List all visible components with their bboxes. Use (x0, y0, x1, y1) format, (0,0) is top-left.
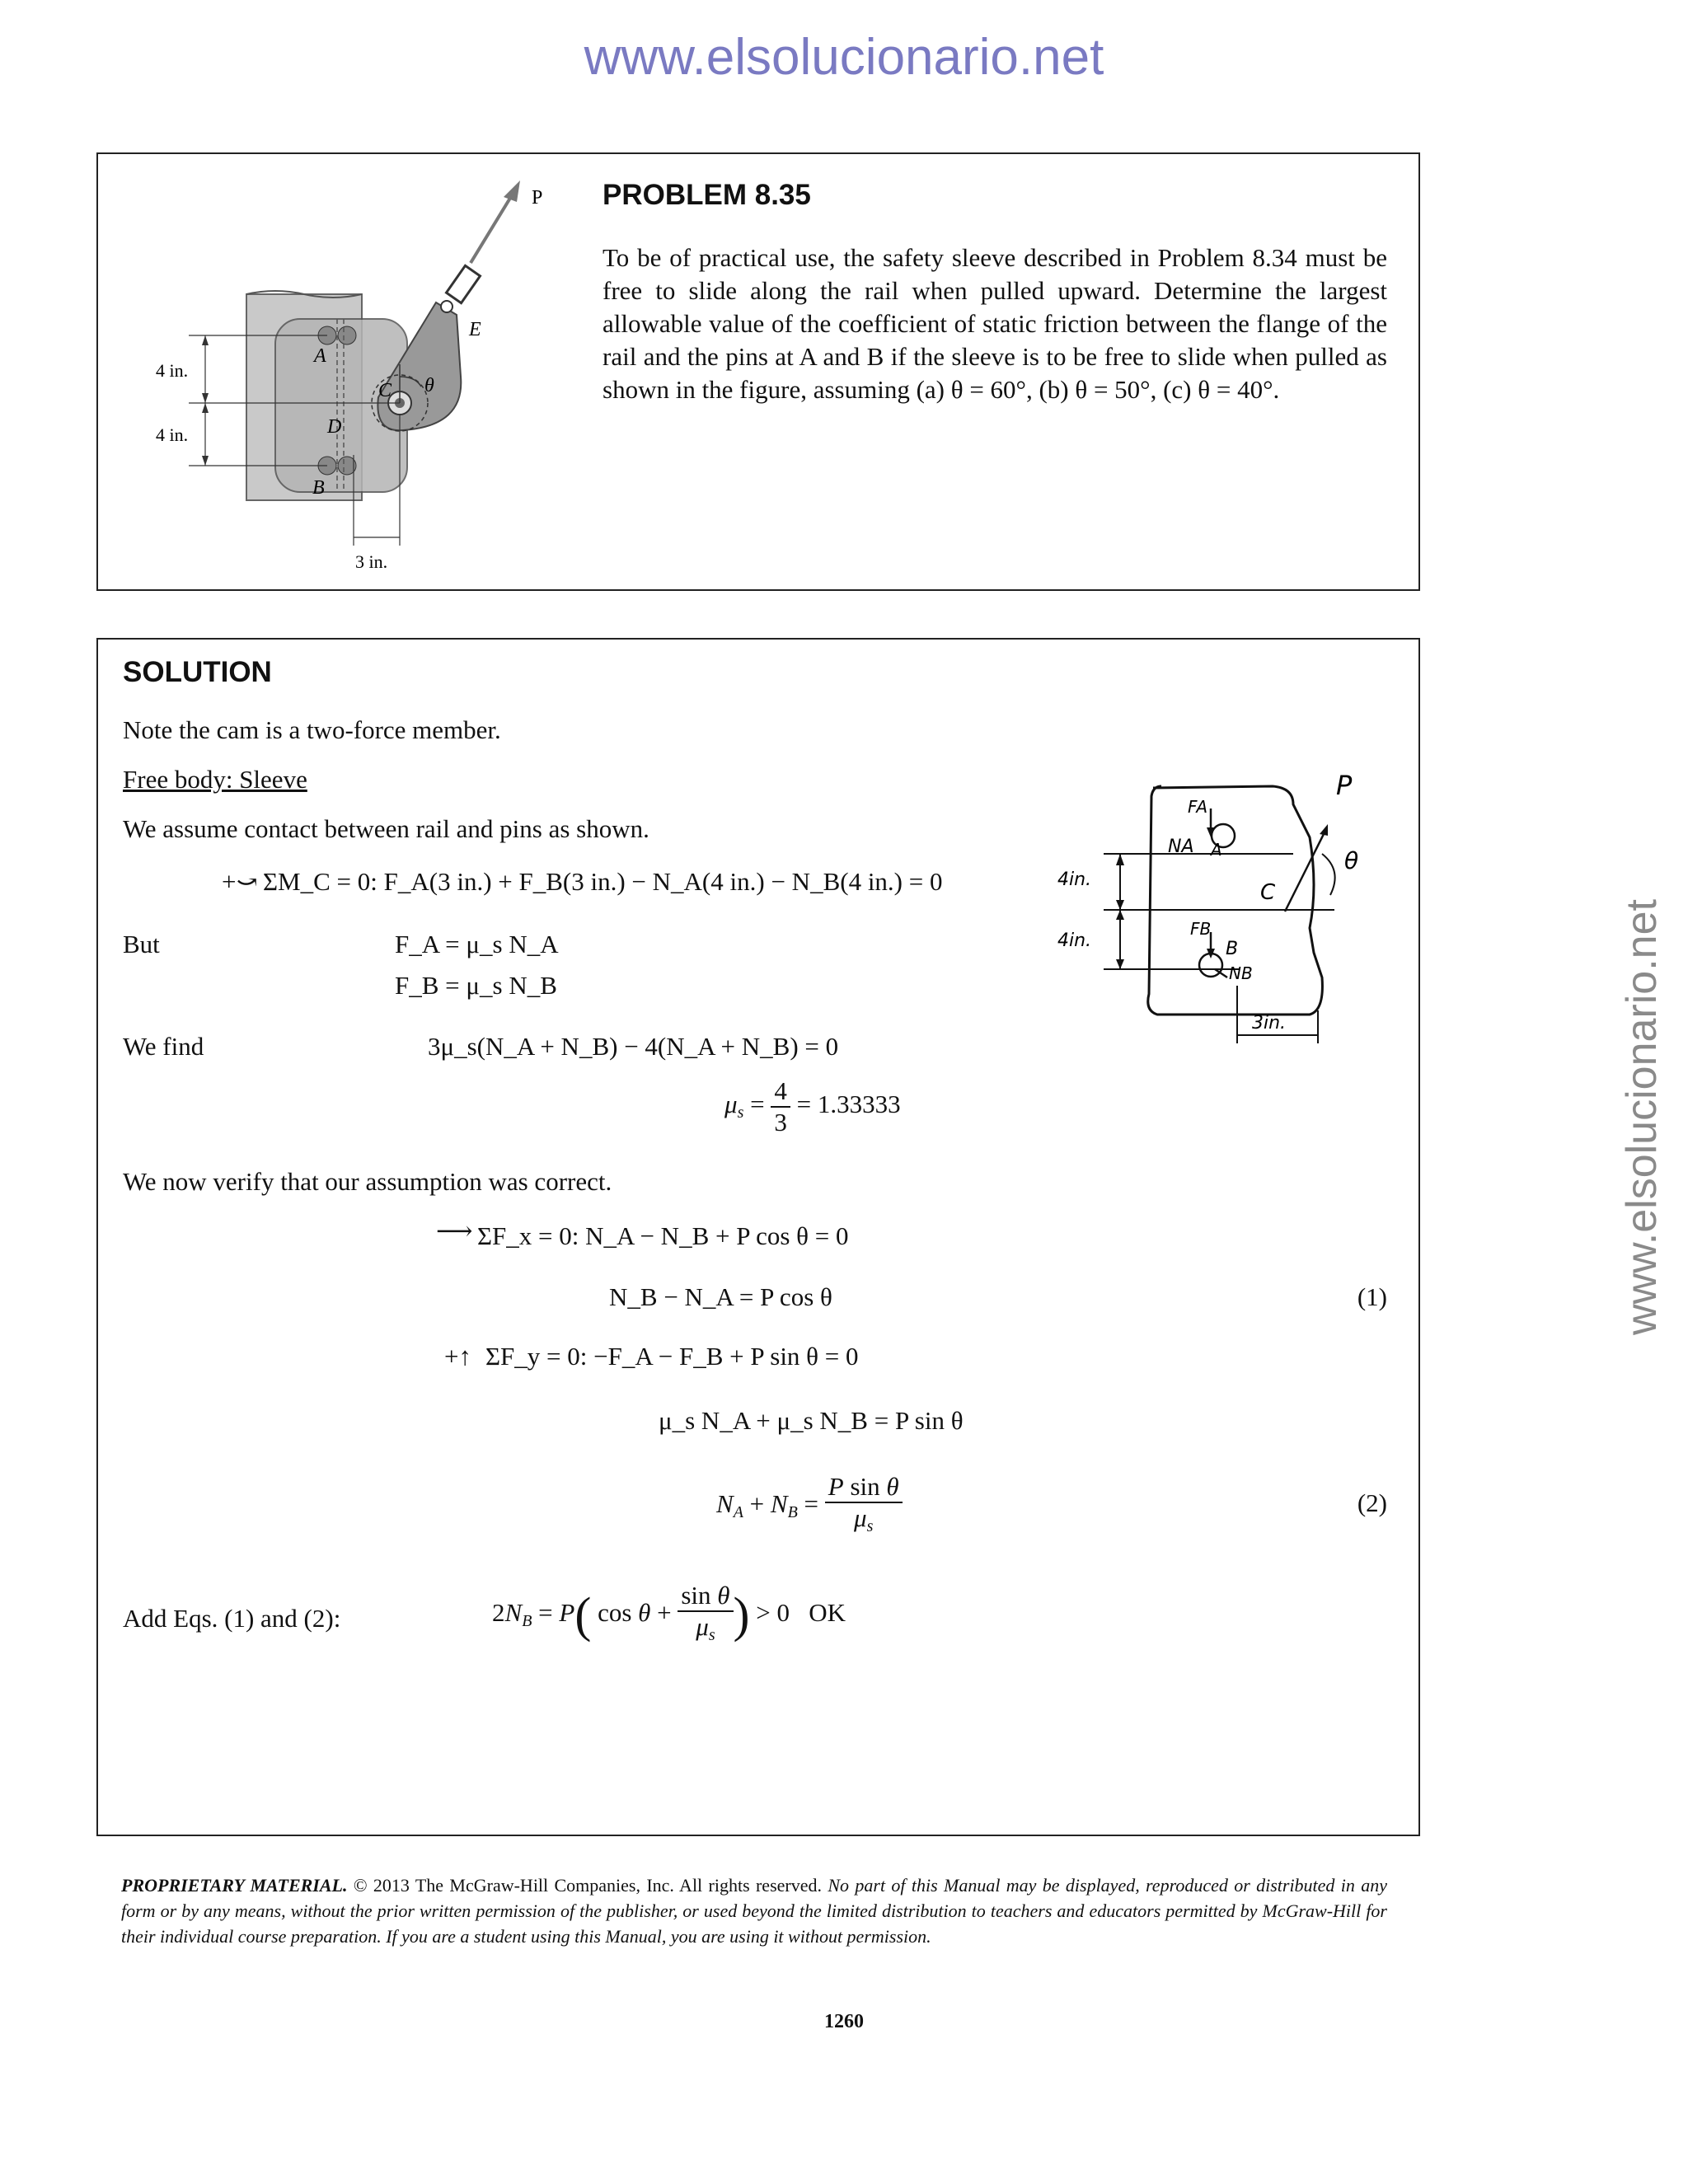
force-p-arrowhead (504, 180, 520, 202)
pin-a2 (338, 326, 356, 344)
footer (121, 1872, 1387, 1949)
watermark-top: www.elsolucionario.net (584, 29, 1104, 86)
label-c: C (378, 380, 392, 401)
label-dim1: 4 in. (156, 360, 189, 381)
mu-result: $\mu_s$ = $\frac{4}{3}$ = 1.33333 (724, 1076, 901, 1137)
link (447, 265, 481, 302)
solution-title: SOLUTION (123, 656, 272, 688)
fx-equation: ΣF_x = 0: N_A − N_B + P cos θ = 0 (477, 1221, 849, 1250)
label-b: B (312, 477, 325, 499)
sketch-label-dim1: 4in. (1057, 869, 1092, 890)
sketch-label-fa: FA (1188, 797, 1208, 817)
mu-result-value: = 1.33333 (796, 1090, 901, 1119)
problem-figure (131, 171, 593, 583)
sketch-label-a: A (1211, 840, 1222, 860)
problem-text: To be of practical use, the safety sleeve described in Problem 8.34 must be free to slide along the rail when pulled upward. Determine the largest allowable value of the coefficient of static friction between the flange of the rail and the pins at A and B if the sleeve is to be free to slide when pulled as shown in the figure, assuming (a) θ = 60°, (b) θ = 50°, (c) θ = 40°. (603, 243, 1387, 404)
sketch-label-fb: FB (1190, 919, 1212, 939)
mu-equation: μ_s N_A + μ_s N_B = P sin θ (659, 1406, 964, 1435)
free-body-sketch (1046, 763, 1392, 1068)
fb-equation: F_B = μ_s N_B (395, 971, 557, 1000)
moment-sign-icon: +⤻ (222, 867, 258, 896)
sketch-label-dim3: 3in. (1252, 1013, 1287, 1033)
add-equations-label: Add Eqs. (1) and (2): (123, 1604, 341, 1633)
final-equation: $2N_B = P$( cos θ + $\frac{\text{sin θ}}{\mu_s}$ ) > 0 OK (492, 1581, 846, 1644)
footer-rest: No part of this Manual may be displayed, reproduced or distributed in any form or by any means, without the prior written permission of the publisher, or used beyond the limited distribution to teachers and educators permitted by McGraw-Hill for their individual course preparation. If you are a student using this Manual, you are using it without permission. (121, 1875, 1388, 1947)
label-a: A (314, 345, 326, 367)
sketch-label-c: C (1260, 880, 1276, 905)
label-dim2: 4 in. (156, 424, 189, 445)
x-direction-sign-icon: ⟶ (436, 1216, 473, 1245)
y-direction-sign-icon: +↑ (444, 1342, 471, 1371)
sketch-label-theta: θ (1344, 847, 1359, 874)
ok-label: OK (809, 1598, 846, 1628)
we-find-equation: 3μ_s(N_A + N_B) − 4(N_A + N_B) = 0 (428, 1032, 839, 1061)
watermark-side: www.elsolucionario.net (1618, 899, 1666, 1335)
label-p: P (532, 187, 543, 209)
sketch-label-p: P (1336, 770, 1353, 801)
solution-note: Note the cam is a two-force member. (123, 715, 501, 744)
equation-2-number: (2) (1357, 1488, 1387, 1517)
equation-2: $N_A + N_B$ = $\frac{\text{P sin θ}}{\mu_s}$ (716, 1472, 903, 1541)
sketch-label-dim2: 4in. (1057, 930, 1092, 951)
but-label: But (123, 930, 160, 958)
problem-box (96, 152, 1420, 591)
label-dim3: 3 in. (355, 551, 388, 572)
free-body-heading: Free body: Sleeve (123, 765, 307, 794)
footer-lead: PROPRIETARY MATERIAL. (121, 1875, 348, 1896)
solution-box (96, 638, 1420, 1836)
moment-equation: ΣM_C = 0: F_A(3 in.) + F_B(3 in.) − N_A(4 in.) − N_B(4 in.) = 0 (263, 867, 943, 896)
sketch-label-na: NA (1168, 837, 1194, 857)
page-number: 1260 (824, 2011, 864, 2032)
label-e: E (469, 319, 481, 340)
verify-text: We now verify that our assumption was correct. (123, 1167, 612, 1196)
sketch-label-b: B (1226, 939, 1239, 959)
sketch-label-nb: NB (1229, 963, 1253, 983)
label-d: D (327, 416, 342, 438)
fa-equation: F_A = μ_s N_A (395, 930, 559, 958)
we-find-label: We find (123, 1032, 204, 1061)
force-p-line (471, 195, 512, 263)
label-theta: θ (424, 375, 434, 396)
footer-copyright: © 2013 The McGraw-Hill Companies, Inc. All rights reserved. (353, 1875, 822, 1896)
assumption-text: We assume contact between rail and pins as shown. (123, 814, 649, 843)
equation-1: N_B − N_A = P cos θ (609, 1282, 832, 1311)
fy-equation: ΣF_y = 0: −F_A − F_B + P sin θ = 0 (485, 1342, 859, 1371)
problem-title: PROBLEM 8.35 (603, 179, 811, 211)
equation-1-number: (1) (1357, 1282, 1387, 1311)
